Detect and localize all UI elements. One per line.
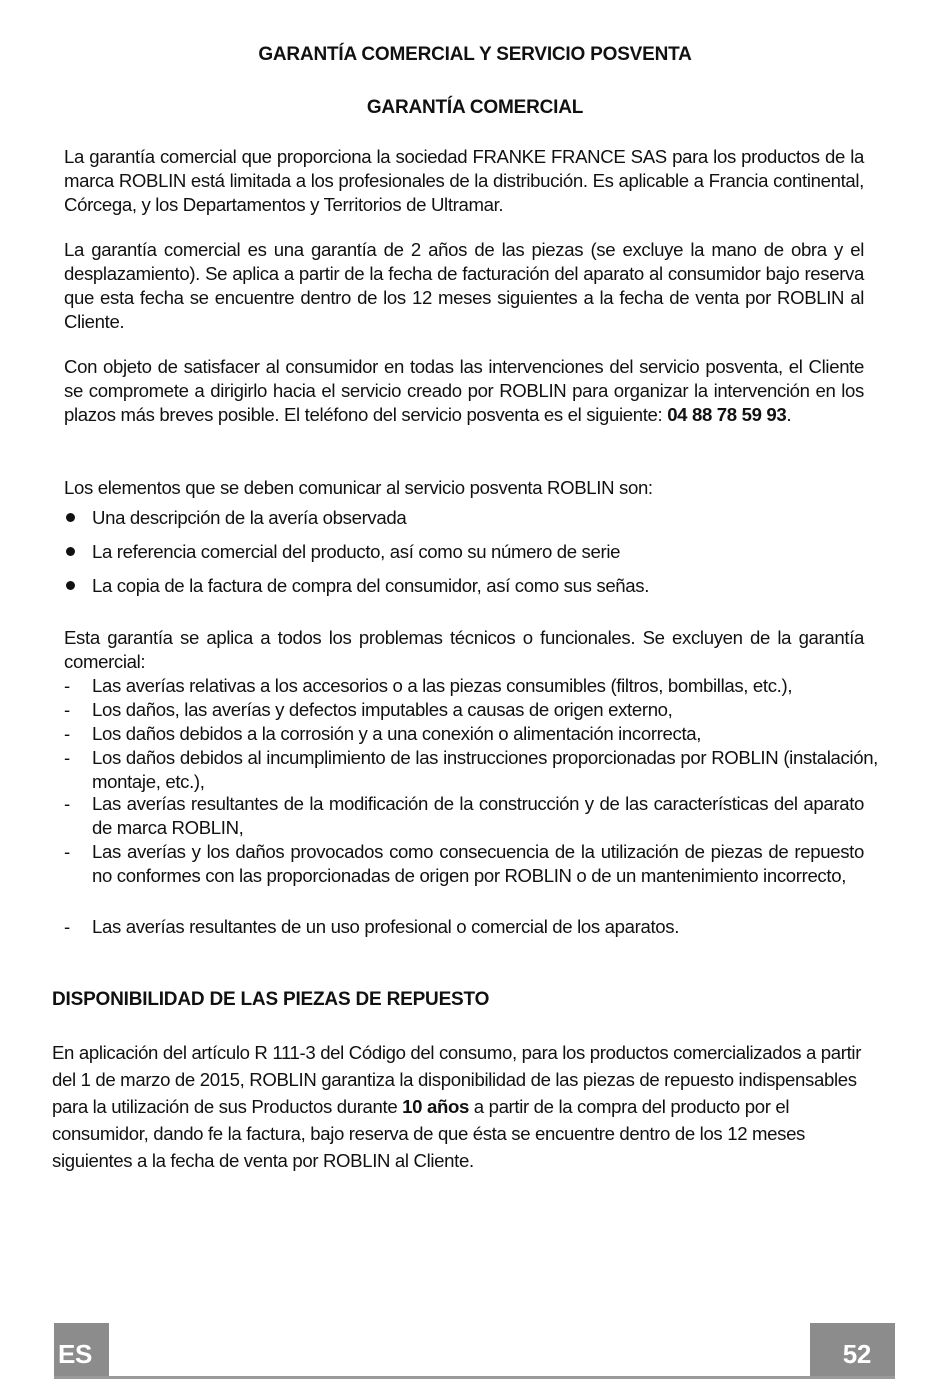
page-title: GARANTÍA COMERCIAL Y SERVICIO POSVENTA xyxy=(258,44,692,65)
list-item: - Los daños debidos a la corrosión y a una conexión o alimentación incorrecta, xyxy=(64,722,878,746)
subtitle-garantia-comercial: GARANTÍA COMERCIAL xyxy=(366,97,584,118)
para2-text: La garantía comercial es una garantía de 2 años de las piezas (se excluye la mano de obra y el desplazamiento). Se aplica a partir de la fecha de facturación del aparato al consumidor bajo reserva que esta fecha se encuentre dentro de los 12 meses siguientes a la fecha de venta por ROBLIN al Cliente. xyxy=(64,239,864,332)
para3-text xyxy=(64,355,864,427)
section-title-repuestos: DISPONIBILIDAD DE LAS PIEZAS DE REPUESTO xyxy=(52,989,490,1010)
exclusions-intro-text: Esta garantía se aplica a todos los problemas técnicos o funcionales. Se excluyen de la garantía comercial: xyxy=(64,627,864,672)
footer-rule xyxy=(54,1376,895,1379)
list-item: Una descripción de la avería observada xyxy=(64,506,864,540)
exclusions-list-a xyxy=(64,674,878,794)
list-item: - Las averías relativas a los accesorios o a las piezas consumibles (filtros, bombillas, etc.), xyxy=(64,674,878,698)
list-item: La referencia comercial del producto, así como su número de serie xyxy=(64,540,864,574)
para3-end: . xyxy=(786,404,792,425)
footer-page-number: 52 xyxy=(810,1323,895,1378)
list-item: - Las averías y los daños provocados como consecuencia de la utilización de piezas de repuesto no conformes con las proporcionadas de origen por ROBLIN o de un mantenimiento incorrecto, xyxy=(64,840,864,888)
elements-list xyxy=(64,506,864,608)
list-item: - Las averías resultantes de un uso profesional o comercial de los aparatos. xyxy=(64,915,864,939)
list-item: La copia de la factura de compra del consumidor, así como sus señas. xyxy=(64,574,864,608)
exclusions-intro xyxy=(64,626,864,674)
para3-body: Con objeto de satisfacer al consumidor en todas las intervenciones del servicio posventa, el Cliente se compromete a dirigirlo hacia el servicio creado por ROBLIN para organizar la intervención en los plazos más breves posible. El teléfono del servicio posventa es el siguiente: xyxy=(64,356,864,425)
para1-text: La garantía comercial que proporciona la sociedad FRANKE FRANCE SAS para los productos de la marca ROBLIN está limitada a los profesionales de la distribución. Es aplicable a Francia continental, Córcega, y los Departamentos y Territorios de Ultramar. xyxy=(64,146,864,215)
list-item: - Las averías resultantes de la modificación de la construcción y de las características del aparato de marca ROBLIN, xyxy=(64,792,864,840)
elements-intro: Los elementos que se deben comunicar al servicio posventa ROBLIN son: xyxy=(64,477,653,498)
paragraph-repuestos xyxy=(52,1039,876,1174)
paragraph-duration xyxy=(64,238,864,334)
paragraph-service xyxy=(64,355,864,427)
footer-language-tab: ES xyxy=(54,1323,109,1378)
section2-before: En aplicación del artículo R 111-3 del Código del consumo, para los productos comercializados a partir del 1 de marzo de 2015, ROBLIN garantiza la disponibilidad de las piezas de repuesto indispensables para la utilización de sus Productos durante xyxy=(52,1042,862,1117)
phone-number: 04 88 78 59 93 xyxy=(667,404,787,425)
exclusions-list-b xyxy=(64,792,864,888)
list-item: - Los daños debidos al incumplimiento de las instrucciones proporcionadas por ROBLIN (instalación, montaje, etc.), xyxy=(64,746,878,794)
section2-after: a partir de la compra del producto por el consumidor, dando fe la factura, bajo reserva de que ésta se encuentre dentro de los 12 meses siguientes a la fecha de venta por ROBLIN al Cliente. xyxy=(52,1096,806,1171)
section2-bold: 10 años xyxy=(402,1096,469,1117)
section2-text xyxy=(52,1039,876,1174)
exclusions-list-c xyxy=(64,915,864,939)
list-item: - Los daños, las averías y defectos imputables a causas de origen externo, xyxy=(64,698,878,722)
paragraph-scope xyxy=(64,145,864,217)
